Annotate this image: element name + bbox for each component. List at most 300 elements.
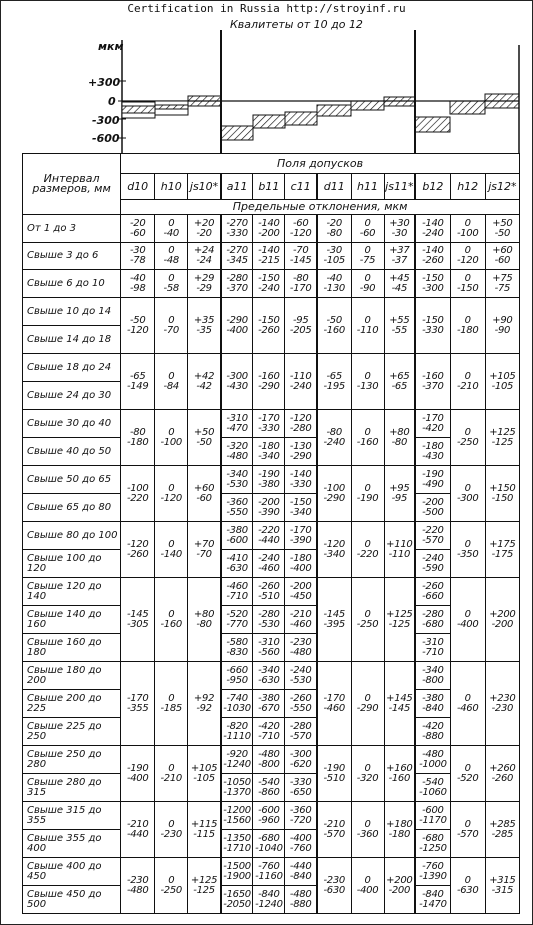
value-cell (317, 466, 351, 522)
value: -840 (289, 870, 312, 882)
interval-cell: Свыше 250 до 280 (23, 746, 121, 774)
value-cell (221, 802, 253, 830)
value: -200 (491, 618, 514, 630)
value: -210 (126, 818, 149, 830)
value: -280 (289, 422, 312, 434)
value: -800 (422, 674, 444, 686)
value: -70 (196, 548, 212, 560)
value: +35 (193, 314, 215, 326)
interval-cell: Свыше 225 до 250 (23, 718, 121, 746)
interval-cell: Свыше 80 до 100 (23, 522, 121, 550)
value: +80 (389, 426, 410, 438)
value-cell (121, 746, 155, 802)
value: -315 (491, 884, 514, 896)
value: -130 (323, 282, 345, 294)
value: -340 (226, 468, 248, 480)
value: -310 (258, 636, 280, 648)
value: -400 (356, 884, 379, 896)
table-row (23, 634, 520, 662)
value: -550 (226, 506, 248, 518)
value: -240 (258, 552, 280, 564)
value: -50 (494, 227, 511, 239)
value: -650 (289, 786, 312, 798)
value: -190 (356, 492, 379, 504)
value: -50 (196, 436, 212, 448)
value-cell (253, 858, 285, 886)
value-cell (121, 215, 155, 243)
value: -250 (160, 884, 182, 896)
value-cell (221, 438, 253, 466)
value-cell (485, 522, 519, 578)
value-cell (485, 270, 519, 298)
value-cell (351, 215, 384, 243)
interval-cell: Свыше 280 до 315 (23, 774, 121, 802)
table-row (23, 886, 520, 914)
value: -1030 (223, 702, 251, 714)
value: -60 (292, 217, 309, 229)
value-cell (221, 858, 253, 886)
value: -50 (326, 314, 342, 326)
value: -600 (258, 804, 280, 816)
value: +29 (193, 272, 215, 284)
fields-header: Поля допусков (121, 154, 520, 174)
value: -115 (193, 828, 215, 840)
value: -390 (289, 534, 312, 546)
value-cell (450, 662, 485, 746)
value-cell (253, 634, 285, 662)
value-cell (253, 522, 285, 550)
value-cell (415, 690, 450, 718)
value-cell (121, 858, 155, 914)
value-cell (253, 354, 285, 410)
value: +90 (492, 314, 513, 326)
value: -250 (456, 436, 479, 448)
value: -300 (456, 492, 479, 504)
value: -95 (391, 492, 408, 504)
column-header: js12* (485, 174, 519, 200)
value-cell (253, 215, 285, 243)
value: -195 (323, 380, 345, 392)
value: -340 (289, 506, 312, 518)
value-cell (121, 578, 155, 662)
value-cell (351, 354, 384, 410)
value-cell (253, 466, 285, 494)
value-cell (155, 243, 188, 270)
value: -150 (258, 314, 280, 326)
value-cell (485, 215, 519, 243)
value-cell (415, 830, 450, 858)
value-cell (285, 606, 317, 634)
value-cell (221, 830, 253, 858)
value: +50 (492, 217, 513, 229)
value-cell (415, 438, 450, 466)
value-cell (221, 690, 253, 718)
value: +105 (190, 762, 218, 774)
tick-zero: 0 (108, 95, 116, 108)
value: -290 (323, 492, 345, 504)
value: -240 (422, 552, 444, 564)
value: -340 (258, 664, 280, 676)
value-cell (384, 466, 415, 522)
value: -340 (422, 664, 444, 676)
value-cell (221, 578, 253, 606)
value: -75 (494, 282, 511, 294)
value: -80 (292, 272, 309, 284)
value: +42 (193, 370, 215, 382)
value-cell (121, 802, 155, 858)
value-cell (415, 718, 450, 746)
value-cell (121, 410, 155, 466)
value-cell (415, 606, 450, 634)
value-cell (253, 690, 285, 718)
value-cell (121, 354, 155, 410)
value: -960 (258, 814, 280, 826)
interval-cell: Свыше 180 до 200 (23, 662, 121, 690)
value: -260 (258, 324, 280, 336)
column-header: a11 (221, 174, 253, 200)
value-cell (155, 215, 188, 243)
value: +285 (489, 818, 516, 830)
value: -710 (422, 646, 444, 658)
value-cell (155, 410, 188, 466)
value: -570 (422, 534, 444, 546)
value-cell (285, 466, 317, 494)
value: 0 (168, 762, 175, 774)
value: -60 (494, 255, 511, 266)
value: -190 (422, 468, 444, 480)
value: -200 (422, 496, 444, 508)
value: -1050 (223, 776, 251, 788)
table-row (23, 718, 520, 746)
value: -470 (226, 422, 248, 434)
value: +55 (389, 314, 410, 326)
value: -190 (126, 762, 149, 774)
value-cell (221, 215, 253, 243)
value: -600 (422, 804, 444, 816)
value-cell (317, 298, 351, 354)
value: -150 (289, 496, 312, 508)
value: -520 (226, 608, 248, 620)
caption: Квалитеты от 10 до 12 (230, 18, 363, 31)
value: -60 (129, 227, 146, 239)
value: -125 (491, 436, 514, 448)
value-cell (155, 270, 188, 298)
interval-cell: Свыше 50 до 65 (23, 466, 121, 494)
value: -260 (126, 548, 149, 560)
value: +125 (489, 426, 516, 438)
value: -145 (388, 702, 411, 714)
value: 0 (364, 692, 371, 704)
value: +160 (386, 762, 413, 774)
value: -260 (422, 255, 444, 266)
interval-cell: Свыше 200 до 225 (23, 690, 121, 718)
value: -1500 (223, 860, 251, 872)
interval-cell: Свыше 24 до 30 (23, 382, 121, 410)
value: -90 (359, 282, 376, 294)
value: -570 (323, 828, 345, 840)
value-cell (384, 270, 415, 298)
value-cell (155, 578, 188, 662)
value: -70 (163, 324, 179, 336)
value-cell (285, 410, 317, 438)
value: -880 (289, 898, 312, 910)
value-cell (450, 410, 485, 466)
value-cell (285, 802, 317, 830)
value: -360 (289, 804, 312, 816)
value: -260 (289, 692, 312, 704)
table-row (23, 690, 520, 718)
value-cell (317, 746, 351, 802)
value: -1000 (419, 758, 447, 770)
tolerance-table (22, 153, 520, 914)
value: -540 (258, 776, 280, 788)
value: -290 (289, 450, 312, 462)
value: -30 (391, 227, 408, 239)
value: -360 (356, 828, 379, 840)
value-cell (285, 746, 317, 774)
value-cell (221, 662, 253, 690)
interval-cell: Свыше 10 до 14 (23, 298, 121, 326)
value-cell (285, 494, 317, 522)
value-cell (285, 578, 317, 606)
value: -830 (226, 646, 248, 658)
value: +180 (386, 818, 413, 830)
value-cell (384, 522, 415, 578)
value: -840 (258, 888, 280, 900)
value-cell (351, 522, 384, 578)
value: -210 (323, 818, 345, 830)
value-cell (188, 858, 221, 914)
value-cell (317, 858, 351, 914)
value: -65 (326, 370, 342, 382)
value: 0 (364, 272, 371, 284)
value: -355 (126, 702, 149, 714)
column-header: js11* (384, 174, 415, 200)
value-cell (384, 410, 415, 466)
value-cell (415, 550, 450, 578)
source-header: Certification in Russia http://stroyinf.ru (127, 2, 406, 15)
value: -105 (491, 380, 514, 392)
value: 0 (464, 874, 471, 886)
value: +260 (489, 762, 516, 774)
value: -680 (258, 832, 280, 844)
value: -530 (226, 478, 248, 490)
value: -540 (422, 776, 444, 788)
value-cell (317, 243, 351, 270)
value: -140 (289, 468, 312, 480)
table-row (23, 606, 520, 634)
value-cell (450, 802, 485, 858)
value-cell (155, 298, 188, 354)
column-header: d10 (121, 174, 155, 200)
value-cell (415, 354, 450, 410)
value: -1170 (419, 814, 447, 826)
value-cell (415, 802, 450, 830)
value: -20 (326, 217, 342, 229)
value: -20 (196, 227, 212, 239)
value: -170 (422, 412, 444, 424)
value-cell (384, 354, 415, 410)
value-cell (384, 215, 415, 243)
value: -520 (456, 772, 479, 784)
value: -150 (456, 282, 479, 294)
value: -430 (422, 450, 444, 462)
value: -710 (226, 590, 248, 602)
value: -400 (226, 324, 248, 336)
interval-cell: Свыше 140 до 160 (23, 606, 121, 634)
value-cell (285, 215, 317, 243)
value: +315 (489, 874, 516, 886)
value: -92 (196, 702, 212, 714)
table-row (23, 410, 520, 438)
value: -20 (129, 217, 146, 229)
value: 0 (364, 370, 371, 382)
value: 0 (464, 818, 471, 830)
interval-cell: Свыше 120 до 140 (23, 578, 121, 606)
value: -205 (289, 324, 312, 336)
value: -78 (129, 255, 146, 266)
value-cell (285, 522, 317, 550)
value: -280 (258, 608, 280, 620)
value: -75 (359, 255, 376, 266)
value: -230 (491, 702, 514, 714)
value: -380 (226, 524, 248, 536)
value-cell (285, 270, 317, 298)
value: -840 (422, 888, 444, 900)
value-cell (253, 662, 285, 690)
value-cell (415, 466, 450, 494)
value: -240 (422, 227, 444, 239)
column-header: h11 (351, 174, 384, 200)
interval-cell: Свыше 3 до 6 (23, 243, 121, 270)
value-cell (253, 438, 285, 466)
value: -580 (226, 636, 248, 648)
value-cell (351, 466, 384, 522)
value: -60 (196, 492, 212, 504)
value: +50 (193, 426, 215, 438)
value-cell (317, 215, 351, 243)
column-header: d11 (317, 174, 351, 200)
value: -220 (258, 524, 280, 536)
value: -490 (422, 478, 444, 490)
value: -185 (160, 702, 182, 714)
value: -680 (422, 832, 444, 844)
value: +80 (193, 608, 215, 620)
tick-minus600: -600 (92, 132, 120, 145)
value-cell (221, 718, 253, 746)
value: 0 (464, 426, 471, 438)
value: -100 (456, 227, 479, 239)
value: -95 (292, 314, 309, 326)
table-row (23, 298, 520, 326)
value: 0 (364, 762, 371, 774)
value: -24 (196, 255, 212, 266)
value-cell (188, 270, 221, 298)
value: +115 (190, 818, 218, 830)
value: -510 (323, 772, 345, 784)
table-row (23, 354, 520, 382)
value-cell (221, 606, 253, 634)
value: -270 (226, 245, 248, 256)
value-cell (221, 243, 253, 270)
value: -40 (163, 227, 179, 239)
value: -110 (388, 548, 411, 560)
value: 0 (168, 314, 175, 326)
value-cell (485, 466, 519, 522)
value: +95 (389, 482, 410, 494)
value-cell (485, 298, 519, 354)
value: -140 (258, 217, 280, 229)
value: 0 (168, 608, 175, 620)
value: -480 (226, 450, 248, 462)
value: -37 (391, 255, 408, 266)
table-row (23, 746, 520, 774)
value: -395 (323, 618, 345, 630)
value-cell (253, 774, 285, 802)
value-cell (450, 466, 485, 522)
value-cell (415, 774, 450, 802)
value-cell (253, 746, 285, 774)
value: -220 (126, 492, 149, 504)
value: -310 (422, 636, 444, 648)
value: -280 (226, 272, 248, 284)
table-row (23, 466, 520, 494)
value: -150 (491, 492, 514, 504)
value-cell (415, 634, 450, 662)
value: -330 (226, 227, 248, 239)
value: +92 (193, 692, 215, 704)
value-cell (450, 522, 485, 578)
table-row (23, 774, 520, 802)
value: -100 (160, 436, 182, 448)
value-cell (253, 886, 285, 914)
value: -350 (456, 548, 479, 560)
value: -220 (422, 524, 444, 536)
value-cell (450, 215, 485, 243)
value: -175 (491, 548, 514, 560)
value: -420 (422, 720, 444, 732)
value: 0 (364, 608, 371, 620)
value: -570 (289, 730, 312, 742)
value: -145 (323, 608, 345, 620)
value: -65 (129, 370, 146, 382)
value: -170 (289, 282, 312, 294)
value: -65 (391, 380, 408, 392)
value: -105 (193, 772, 215, 784)
value: -480 (422, 748, 444, 760)
value: -920 (226, 748, 248, 760)
value: +70 (193, 538, 215, 550)
value: -285 (491, 828, 514, 840)
value-cell (253, 298, 285, 354)
table-row (23, 858, 520, 886)
value: -2050 (223, 898, 251, 910)
value-cell (188, 802, 221, 858)
value: -370 (226, 282, 248, 294)
value: -200 (289, 580, 312, 592)
value: -180 (456, 324, 479, 336)
table-row (23, 578, 520, 606)
value: +110 (386, 538, 413, 550)
value: -270 (226, 217, 248, 229)
value: -149 (126, 380, 149, 392)
value: -1560 (223, 814, 251, 826)
value: -720 (289, 814, 312, 826)
value: -710 (258, 730, 280, 742)
value: -480 (289, 888, 312, 900)
value: -70 (292, 245, 309, 256)
value: -1250 (419, 842, 447, 854)
